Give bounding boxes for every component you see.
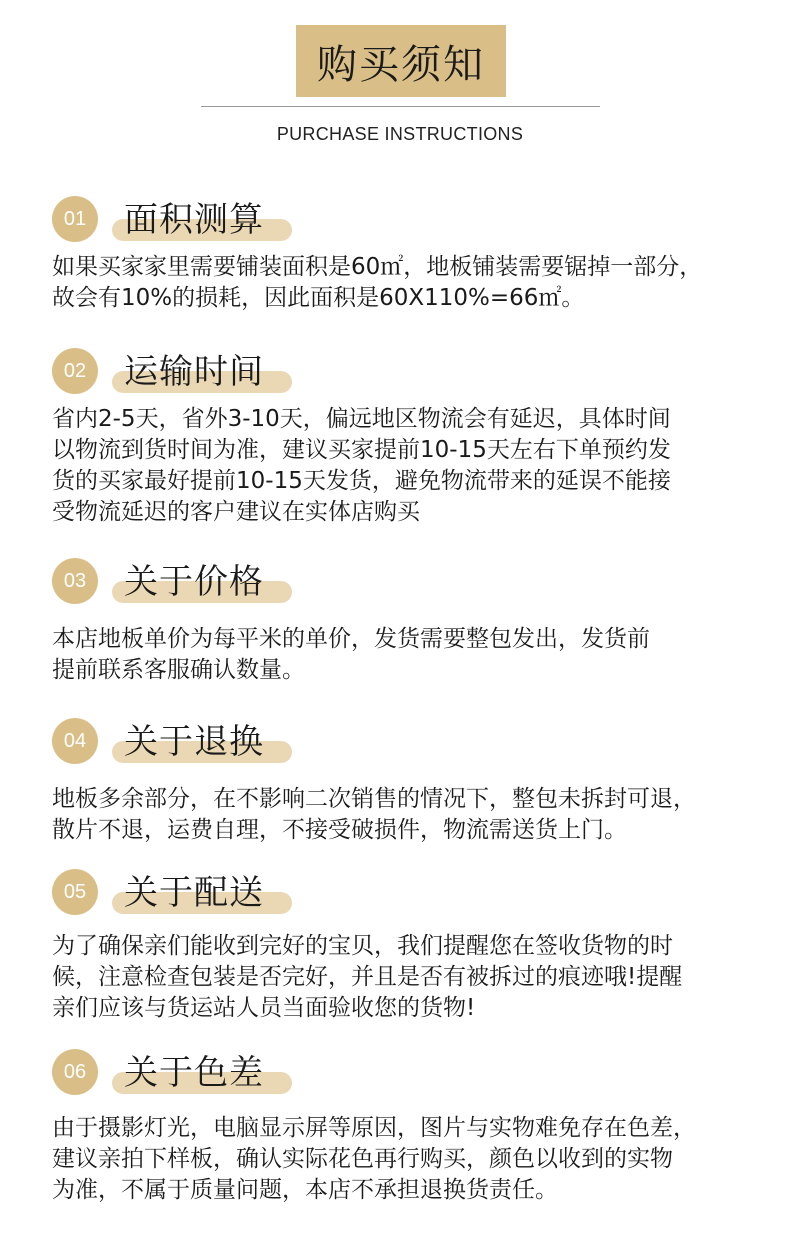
- section-heading: 运输时间: [124, 352, 264, 392]
- section-body: [52, 252, 772, 314]
- section-body: [52, 404, 772, 528]
- body-line: 本店地板单价为每平米的单价，发货需要整包发出，发货前: [52, 626, 650, 652]
- section-heading: 关于价格: [124, 562, 264, 602]
- section-number: 05: [52, 869, 98, 915]
- page-title: 购买须知: [296, 25, 506, 97]
- section-heading: 关于色差: [124, 1053, 264, 1093]
- body-line: 故会有10%的损耗，因此面积是60X110%=66㎡。: [52, 285, 585, 311]
- body-line: 地板多余部分，在不影响二次销售的情况下，整包未拆封可退，: [52, 786, 696, 812]
- body-line: 亲们应该与货运站人员当面验收您的货物!: [52, 995, 476, 1021]
- body-line: 候，注意检查包装是否完好，并且是否有被拆过的痕迹哦!提醒: [52, 964, 683, 990]
- body-line: 由于摄影灯光，电脑显示屏等原因，图片与实物难免存在色差，: [52, 1115, 696, 1141]
- body-line: 散片不退，运费自理，不接受破损件，物流需送货上门。: [52, 817, 627, 843]
- section-body: [52, 784, 772, 846]
- section-number: 06: [52, 1049, 98, 1095]
- section-body: [52, 931, 772, 1024]
- section-number: 01: [52, 196, 98, 242]
- page-subtitle: PURCHASE INSTRUCTIONS: [276, 124, 524, 144]
- section-heading: 面积测算: [124, 200, 264, 240]
- title-divider: [201, 106, 600, 107]
- body-line: 提前联系客服确认数量。: [52, 657, 305, 683]
- section-number: 03: [52, 558, 98, 604]
- body-line: 如果买家家里需要铺装面积是60㎡，地板铺装需要锯掉一部分，: [52, 254, 703, 280]
- body-line: 受物流延迟的客户建议在实体店购买: [52, 499, 420, 525]
- body-line: 为了确保亲们能收到完好的宝贝，我们提醒您在签收货物的时: [52, 933, 673, 959]
- section-body: [52, 1113, 772, 1206]
- body-line: 建议亲拍下样板，确认实际花色再行购买，颜色以收到的实物: [52, 1146, 673, 1172]
- section-body: [52, 624, 772, 686]
- body-line: 货的买家最好提前10-15天发货，避免物流带来的延误不能接: [52, 468, 671, 494]
- section-number: 04: [52, 718, 98, 764]
- section-number: 02: [52, 348, 98, 394]
- body-line: 省内2-5天，省外3-10天，偏远地区物流会有延迟，具体时间: [52, 406, 671, 432]
- body-line: 为准，不属于质量问题，本店不承担退换货责任。: [52, 1177, 558, 1203]
- section-heading: 关于退换: [124, 722, 264, 762]
- section-heading: 关于配送: [124, 873, 264, 913]
- body-line: 以物流到货时间为准，建议买家提前10-15天左右下单预约发: [52, 437, 671, 463]
